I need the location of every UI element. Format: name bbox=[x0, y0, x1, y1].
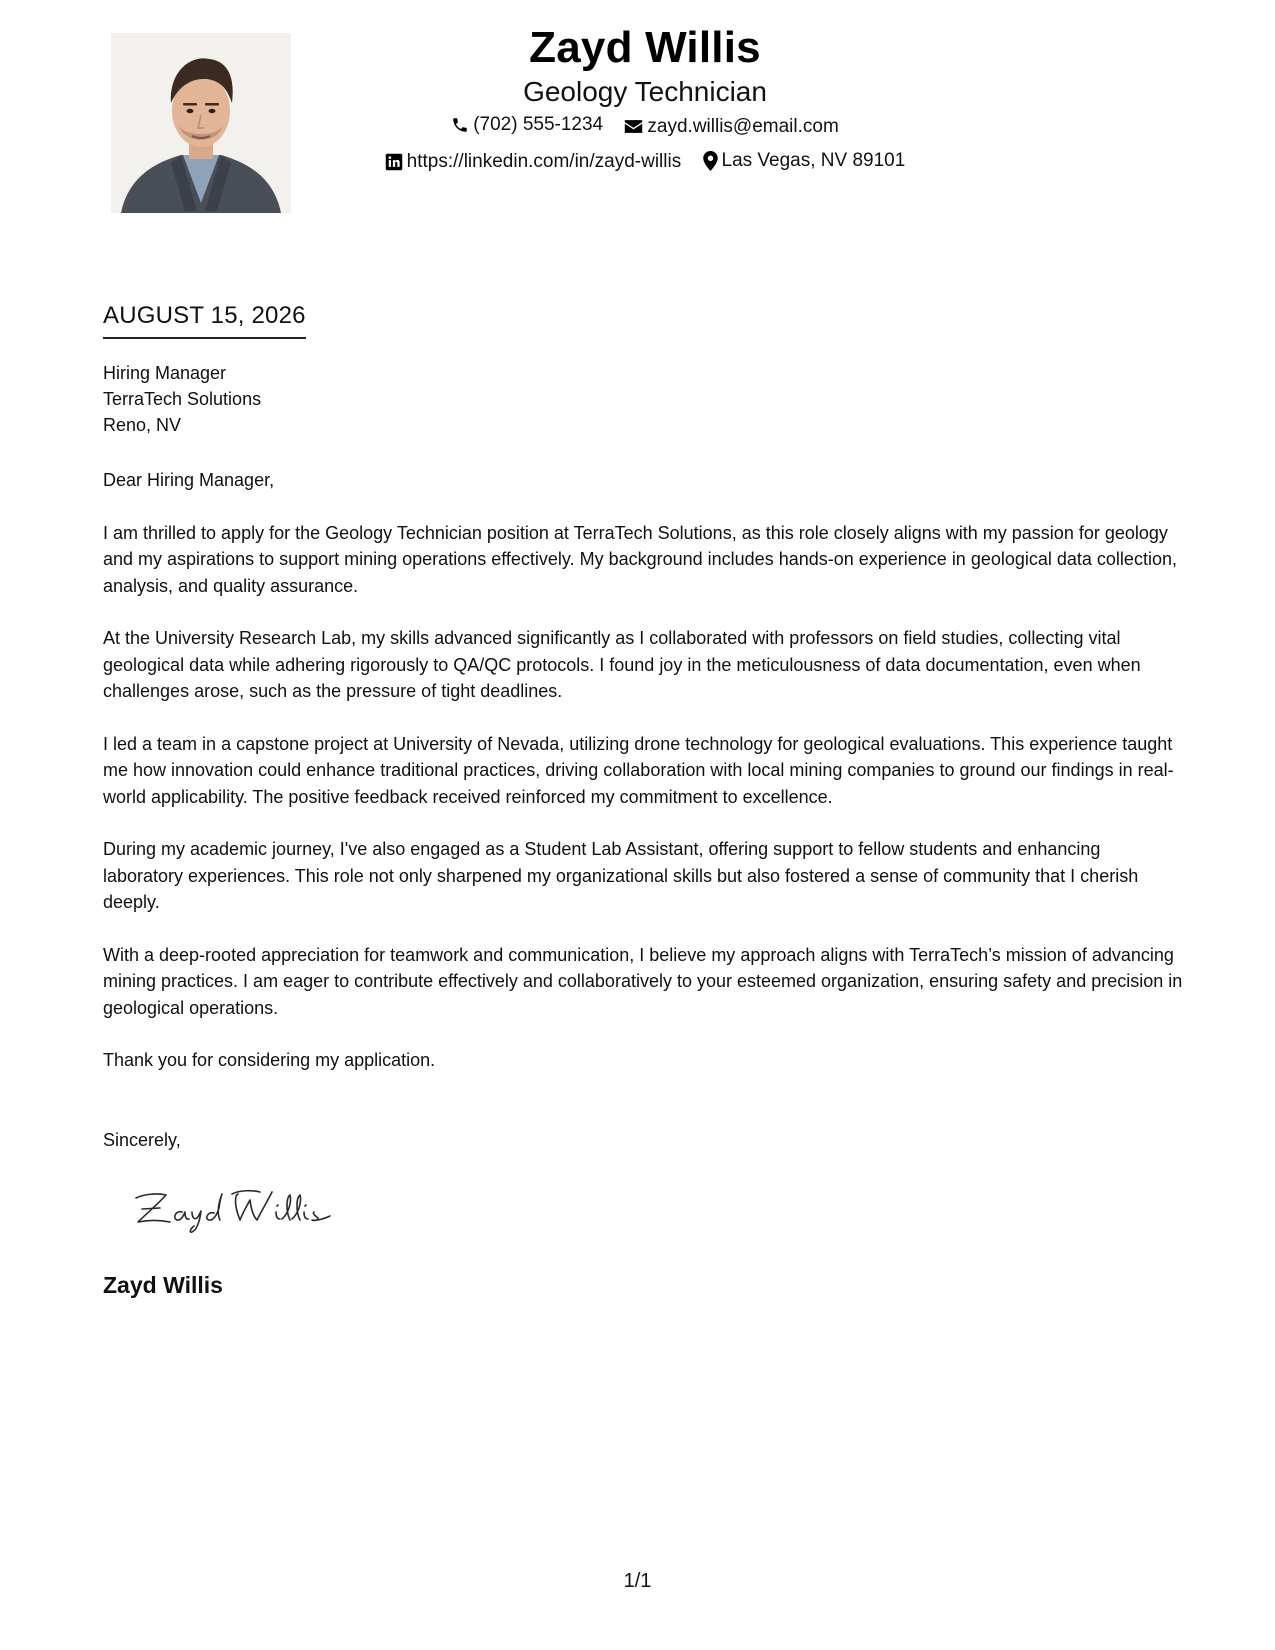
applicant-name: Zayd Willis bbox=[529, 23, 761, 72]
body-paragraph-2: At the University Research Lab, my skills advanced significantly as I collaborated with professors on field studies, collecting vital geological data while adhering rigorously to QA/QC protocols. I found joy in the meticulousness of data documentation, even when challenges arose, such as the pressure of tight deadlines. bbox=[103, 628, 1141, 701]
handwritten-signature bbox=[130, 1178, 350, 1238]
body-paragraph-3: I led a team in a capstone project at University of Nevada, utilizing drone technology for geological evaluations. This experience taught me how innovation could enhance traditional practices, driving collaboration with local mining companies to ground our findings in real-world applicability. The positive feedback received reinforced my commitment to excellence. bbox=[103, 733, 1174, 807]
email-link[interactable]: zayd.willis@email.com bbox=[647, 115, 839, 137]
map-pin-icon bbox=[703, 151, 718, 171]
recipient-block bbox=[103, 360, 261, 438]
recipient-company: TerraTech Solutions bbox=[103, 389, 262, 409]
location-text: Las Vegas, NV 89101 bbox=[721, 150, 906, 171]
valediction: Sincerely, bbox=[103, 1130, 181, 1150]
profile-photo-image bbox=[111, 33, 291, 213]
letter-body bbox=[103, 467, 1183, 1100]
letter-header bbox=[300, 20, 990, 182]
body-paragraph-5: With a deep-rooted appreciation for teamwork and communication, I believe my approach aligns with TerraTech’s mission of advancing mining practices. I am eager to contribute effectively and collaboratively to your esteemed organization, ensuring safety and precision in geological operations. bbox=[103, 944, 1183, 1018]
page-number: 1/1 bbox=[623, 1570, 652, 1592]
linkedin-icon bbox=[385, 153, 403, 171]
profile-photo bbox=[111, 33, 291, 213]
signer-name: Zayd Willis bbox=[103, 1272, 223, 1298]
location-contact bbox=[703, 145, 906, 177]
letter-date: AUGUST 15, 2026 bbox=[103, 300, 306, 339]
contact-line-1 bbox=[300, 109, 990, 145]
linkedin-contact[interactable] bbox=[385, 146, 682, 178]
envelope-icon bbox=[624, 119, 643, 134]
phone-contact bbox=[451, 109, 603, 141]
phone-icon bbox=[451, 116, 469, 134]
salutation: Dear Hiring Manager, bbox=[103, 470, 275, 490]
recipient-name: Hiring Manager bbox=[103, 363, 227, 383]
body-paragraph-4: During my academic journey, I've also engaged as a Student Lab Assistant, offering support to fellow students and enhancing laboratory experiences. This role not only sharpened my organizational skills but also fostered a sense of community that I cherish deeply. bbox=[103, 839, 1139, 912]
phone-text: (702) 555-1234 bbox=[473, 114, 604, 135]
recipient-location: Reno, NV bbox=[103, 415, 182, 435]
email-contact[interactable] bbox=[624, 111, 838, 143]
thank-you-line: Thank you for considering my application. bbox=[103, 1050, 436, 1070]
contact-line-2 bbox=[300, 145, 990, 182]
signature-image bbox=[130, 1178, 350, 1238]
applicant-title: Geology Technician bbox=[523, 76, 767, 107]
linkedin-link[interactable]: https://linkedin.com/in/zayd-willis bbox=[406, 151, 682, 172]
body-paragraph-1: I am thrilled to apply for the Geology Technician position at TerraTech Solutions, as this role closely aligns with my passion for geology and my aspirations to support mining operations effectively. My background includes hands-on experience in geological data collection, analysis, and quality assurance. bbox=[103, 522, 1177, 596]
